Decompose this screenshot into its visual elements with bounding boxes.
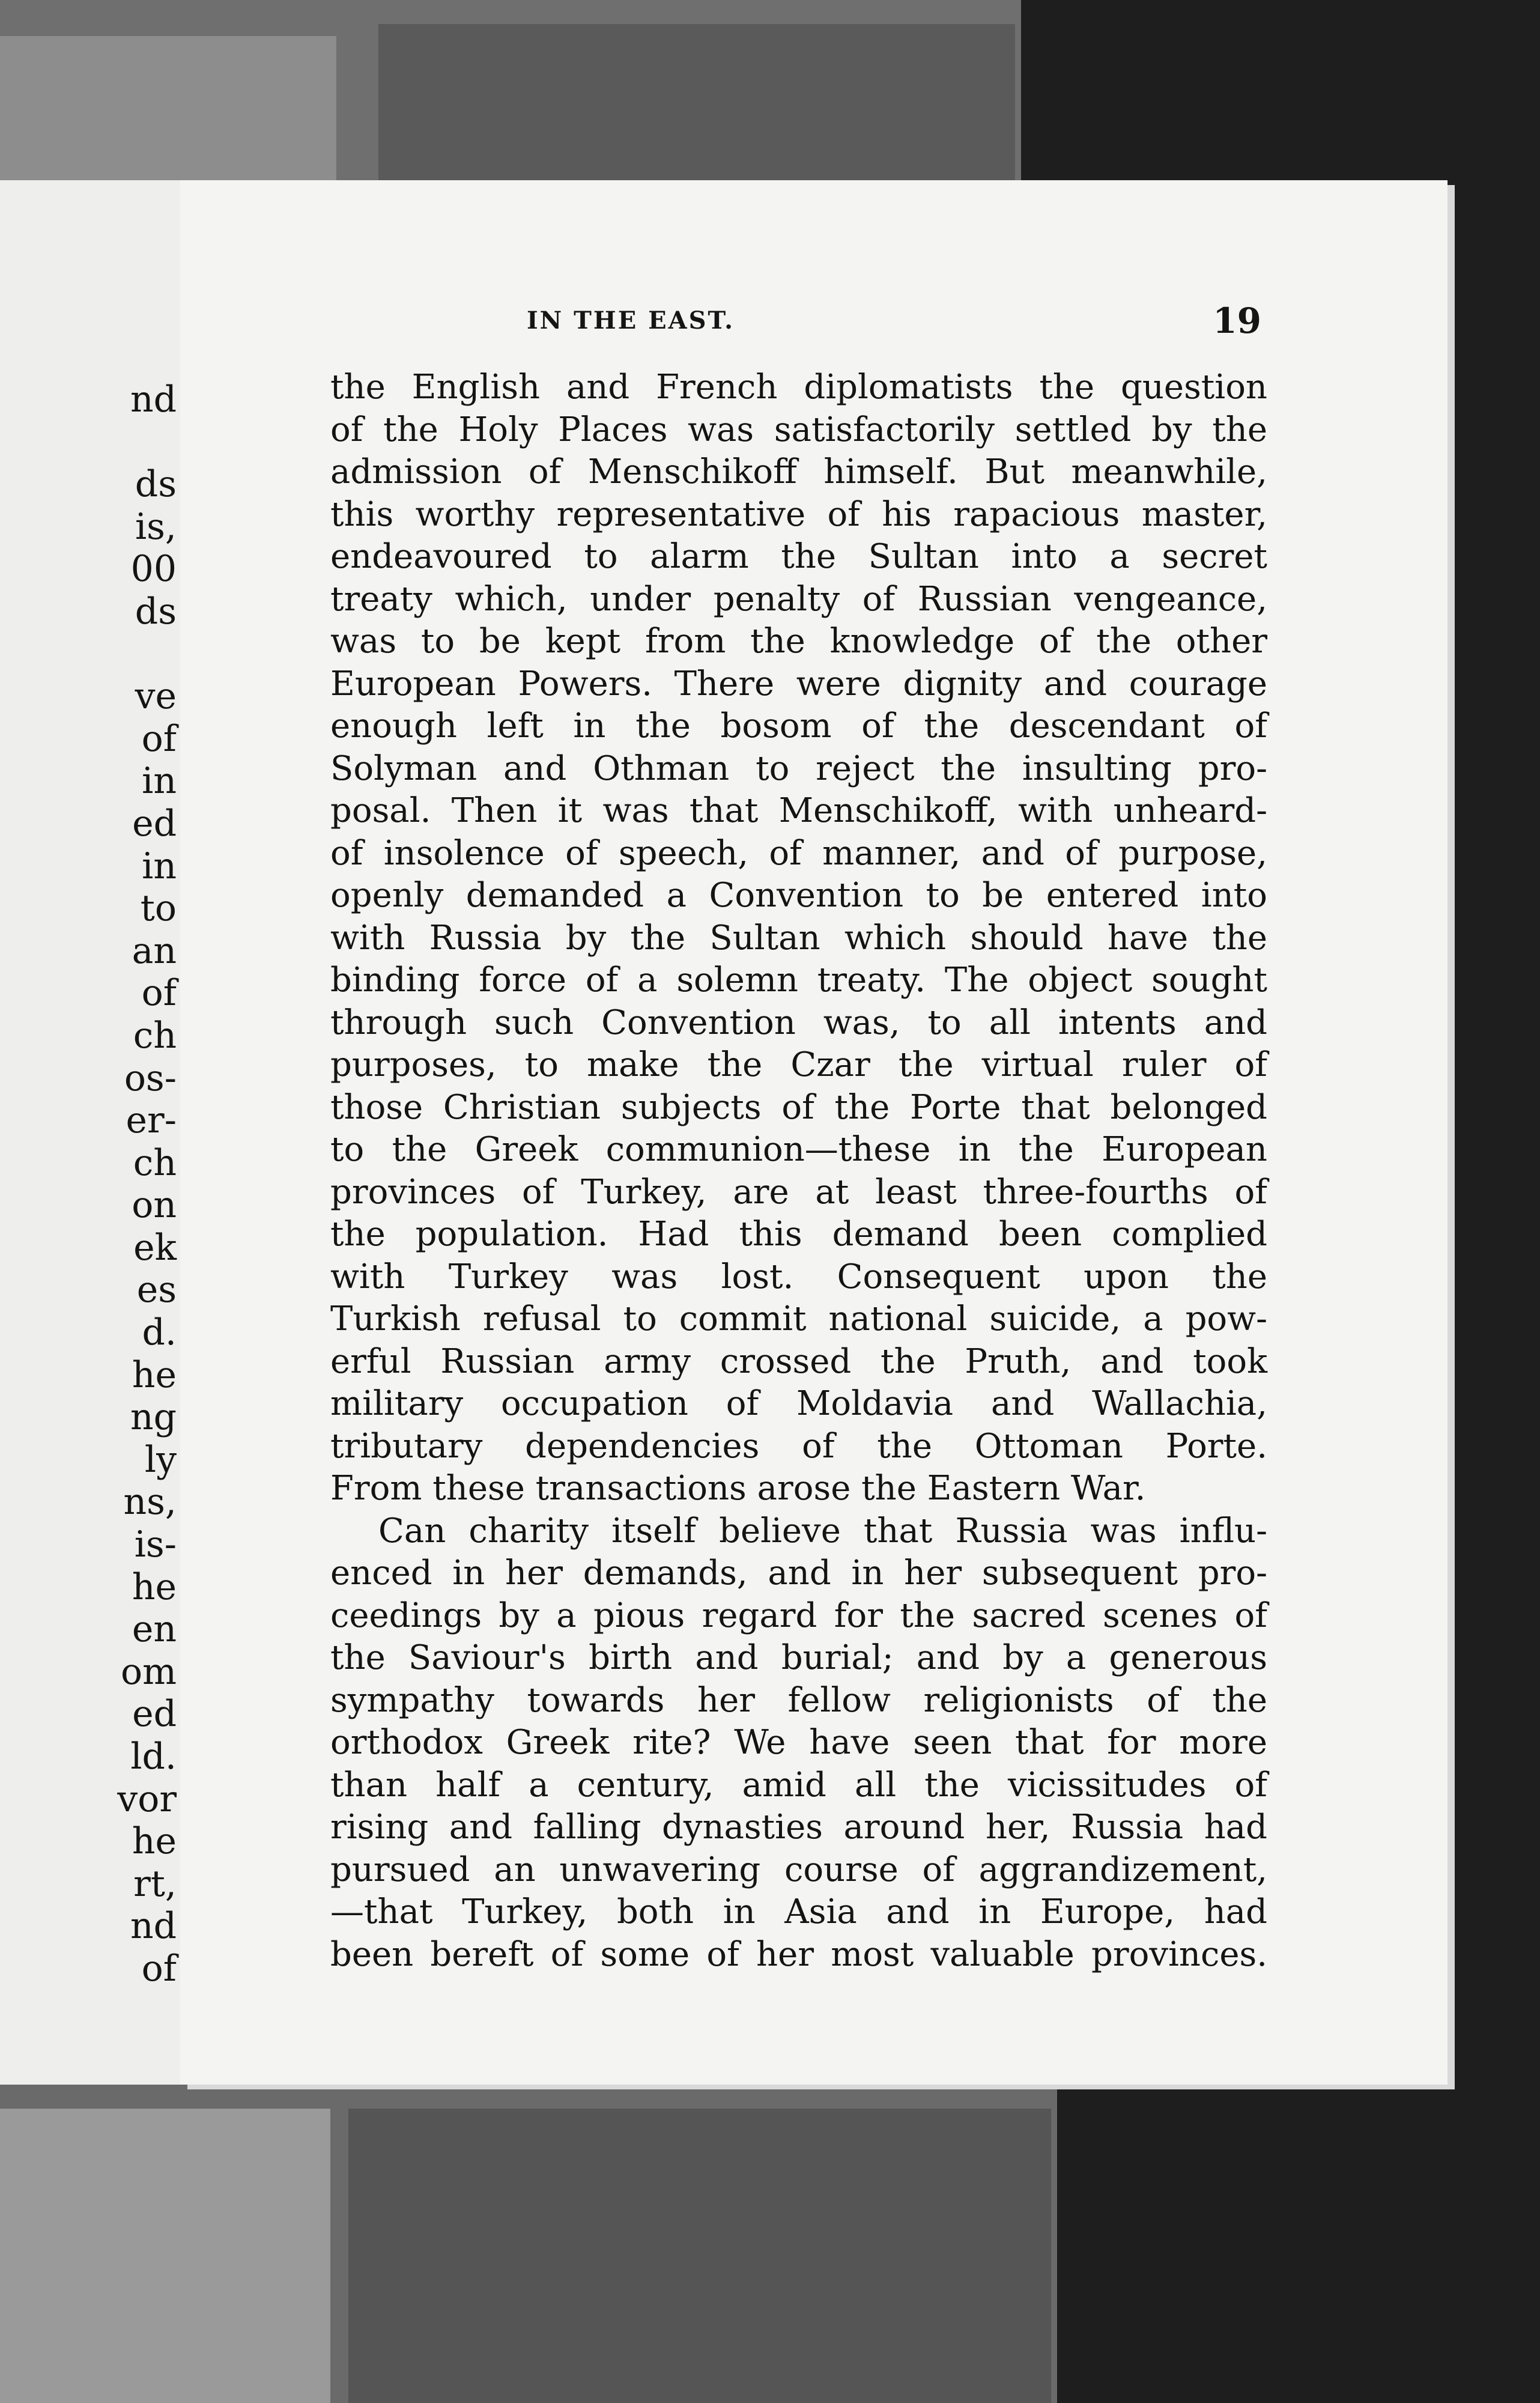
facing-line: ed	[132, 802, 177, 845]
facing-line: nd	[130, 378, 177, 421]
text-line: sympathy towards her fellow religionists of the	[330, 1680, 1267, 1720]
text-line: tributary dependencies of the Ottoman Porte.	[330, 1426, 1267, 1466]
facing-line	[0, 421, 177, 464]
text-line: was to be kept from the knowledge of the other	[330, 622, 1267, 661]
facing-page	[0, 180, 181, 2085]
facing-line: he	[132, 1566, 177, 1608]
facing-line: of	[141, 1947, 177, 1990]
text-line: orthodox Greek rite? We have seen that for more	[330, 1723, 1267, 1762]
facing-line: of	[141, 972, 177, 1015]
facing-line: om	[120, 1650, 177, 1693]
page-header	[330, 300, 1261, 348]
text-line: ceedings by a pious regard for the sacred scenes of	[330, 1596, 1267, 1635]
text-line: than half a century, amid all the vicissitudes of	[330, 1765, 1267, 1805]
facing-line: ch	[133, 1014, 177, 1057]
text-line: endeavoured to alarm the Sultan into a secret	[330, 537, 1267, 576]
facing-line: er-	[126, 1099, 177, 1142]
text-line: admission of Menschikoff himself. But meanwhile,	[330, 452, 1267, 491]
facing-line: an	[132, 929, 177, 972]
text-line: to the Greek communion—these in the European	[330, 1130, 1267, 1169]
running-title: IN THE EAST.	[526, 306, 735, 335]
page-number: 19	[1213, 300, 1261, 341]
text-line: military occupation of Moldavia and Wallachia,	[330, 1384, 1267, 1423]
facing-line: is,	[135, 505, 177, 548]
text-line: been bereft of some of her most valuable provinces.	[330, 1934, 1267, 1974]
text-line: openly demanded a Convention to be entered into	[330, 876, 1267, 915]
text-line: of insolence of speech, of manner, and of purpose,	[330, 833, 1267, 873]
facing-line: es	[136, 1269, 177, 1311]
text-line: through such Convention was, to all intents and	[330, 1003, 1267, 1042]
text-line: provinces of Turkey, are at least three-fourths of	[330, 1172, 1267, 1212]
text-line: of the Holy Places was satisfactorily settled by the	[330, 410, 1267, 449]
facing-line: en	[132, 1608, 177, 1651]
text-line: with Russia by the Sultan which should have the	[330, 918, 1267, 958]
facing-line: in	[142, 760, 177, 803]
text-line: rising and falling dynasties around her, Russia had	[330, 1808, 1267, 1847]
book-edge-bottom	[0, 2085, 1057, 2403]
text-line: with Turkey was lost. Consequent upon the	[330, 1257, 1267, 1296]
facing-line: ds	[135, 463, 177, 506]
text-line: the Saviour's birth and burial; and by a generous	[330, 1638, 1267, 1677]
text-line: enough left in the bosom of the descendant of	[330, 706, 1267, 746]
text-line: those Christian subjects of the Porte that belonged	[330, 1087, 1267, 1127]
text-line: the English and French diplomatists the question	[330, 368, 1267, 407]
text-line: purposes, to make the Czar the virtual ruler of	[330, 1045, 1267, 1084]
facing-page-text	[0, 378, 177, 1990]
facing-line: he	[132, 1353, 177, 1396]
facing-line: ed	[132, 1693, 177, 1736]
facing-line: ch	[133, 1141, 177, 1184]
facing-line: ld.	[130, 1736, 177, 1778]
facing-line: ng	[130, 1396, 177, 1439]
text-line: erful Russian army crossed the Pruth, and took	[330, 1341, 1267, 1381]
book-page	[180, 180, 1448, 2085]
text-line: enced in her demands, and in her subsequent pro-	[330, 1554, 1267, 1593]
facing-line: on	[132, 1184, 177, 1227]
facing-line: 00	[130, 548, 177, 591]
facing-line: he	[132, 1820, 177, 1863]
facing-line: of	[141, 717, 177, 760]
facing-line: d.	[142, 1311, 177, 1354]
text-line: treaty which, under penalty of Russian vengeance,	[330, 579, 1267, 619]
facing-line: vor	[117, 1778, 177, 1820]
body-text	[330, 366, 1267, 1976]
facing-line: is-	[134, 1524, 177, 1566]
text-line: European Powers. There were dignity and courage	[330, 664, 1267, 703]
facing-line: os-	[124, 1057, 177, 1099]
text-line: pursued an unwavering course of aggrandizement,	[330, 1850, 1267, 1889]
text-line: this worthy representative of his rapacious master,	[330, 494, 1267, 534]
text-line: binding force of a solemn treaty. The object sought	[330, 961, 1267, 1000]
facing-line: ve	[135, 675, 177, 718]
text-line: posal. Then it was that Menschikoff, with unheard-	[330, 791, 1267, 830]
text-line: From these transactions arose the Eastern War.	[330, 1469, 1146, 1508]
facing-line: ds	[135, 590, 177, 633]
facing-line: rt,	[133, 1862, 177, 1905]
text-line: Can charity itself believe that Russia was influ-	[378, 1511, 1267, 1551]
text-line: —that Turkey, both in Asia and in Europe, had	[330, 1892, 1267, 1931]
text-line: the population. Had this demand been complied	[330, 1215, 1267, 1254]
book-edge-top	[0, 0, 1021, 180]
facing-line: in	[142, 845, 177, 887]
facing-line: ek	[133, 1226, 177, 1269]
text-line: Turkish refusal to commit national suicide, a pow-	[330, 1299, 1267, 1338]
facing-line	[0, 633, 177, 676]
facing-line: ly	[144, 1438, 177, 1481]
facing-line: nd	[130, 1905, 177, 1948]
facing-line: ns,	[123, 1481, 177, 1524]
text-line: Solyman and Othman to reject the insulting pro-	[330, 749, 1267, 788]
facing-line: to	[140, 887, 177, 930]
